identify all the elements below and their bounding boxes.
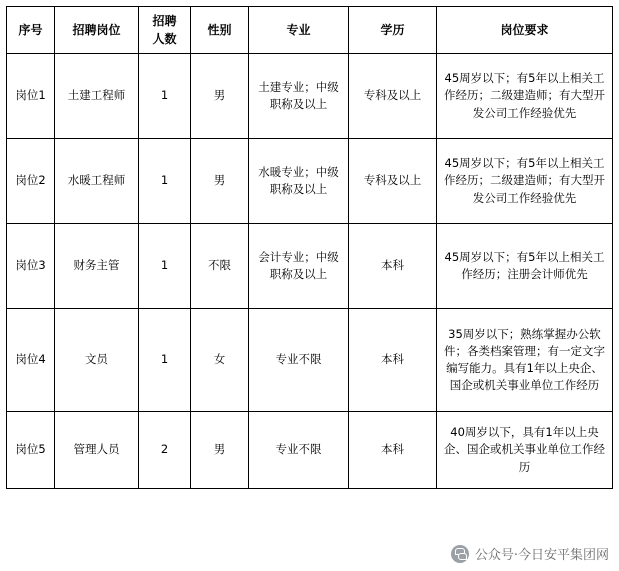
- cell-education: 本科: [349, 412, 437, 489]
- header-headcount-line2: 人数: [152, 32, 177, 46]
- watermark: [451, 544, 609, 563]
- header-education: 学历: [349, 7, 437, 54]
- cell-serial-number: 岗位5: [7, 412, 55, 489]
- cell-major: 专业不限: [249, 309, 349, 412]
- cell-requirements: 35周岁以下；熟练掌握办公软件；各类档案管理；有一定文字编写能力。具有1年以上央企、国企或机关事业单位工作经历: [437, 309, 613, 412]
- header-serial-number: 序号: [7, 7, 55, 54]
- cell-requirements: 40周岁以下，具有1年以上央企、国企或机关事业单位工作经历: [437, 412, 613, 489]
- header-gender: 性别: [191, 7, 249, 54]
- cell-post: 财务主管: [55, 224, 139, 309]
- cell-requirements: 45周岁以下；有5年以上相关工作经历；二级建造师；有大型开发公司工作经验优先: [437, 54, 613, 139]
- table-row: [7, 412, 613, 489]
- cell-headcount: 1: [139, 139, 191, 224]
- table-row: [7, 139, 613, 224]
- cell-headcount: 1: [139, 54, 191, 139]
- table-header-row: [7, 7, 613, 54]
- cell-post: 水暖工程师: [55, 139, 139, 224]
- cell-education: 专科及以上: [349, 54, 437, 139]
- cell-headcount: 1: [139, 224, 191, 309]
- header-requirements: 岗位要求: [437, 7, 613, 54]
- cell-gender: 男: [191, 54, 249, 139]
- cell-requirements: 45周岁以下；有5年以上相关工作经历；注册会计师优先: [437, 224, 613, 309]
- header-post: 招聘岗位: [55, 7, 139, 54]
- document-page: [0, 6, 619, 571]
- cell-major: 水暖专业；中级职称及以上: [249, 139, 349, 224]
- header-major: 专业: [249, 7, 349, 54]
- cell-gender: 男: [191, 139, 249, 224]
- header-headcount: [139, 7, 191, 54]
- cell-education: 专科及以上: [349, 139, 437, 224]
- cell-requirements: 45周岁以下；有5年以上相关工作经历；二级建造师；有大型开发公司工作经验优先: [437, 139, 613, 224]
- table-row: [7, 224, 613, 309]
- cell-education: 本科: [349, 309, 437, 412]
- cell-gender: 男: [191, 412, 249, 489]
- wechat-icon: [451, 545, 469, 563]
- table-row: [7, 54, 613, 139]
- cell-major: 专业不限: [249, 412, 349, 489]
- cell-post: 管理人员: [55, 412, 139, 489]
- cell-gender: 不限: [191, 224, 249, 309]
- cell-serial-number: 岗位4: [7, 309, 55, 412]
- header-headcount-line1: 招聘: [152, 14, 177, 28]
- cell-education: 本科: [349, 224, 437, 309]
- cell-headcount: 1: [139, 309, 191, 412]
- cell-serial-number: 岗位2: [7, 139, 55, 224]
- cell-post: 土建工程师: [55, 54, 139, 139]
- cell-headcount: 2: [139, 412, 191, 489]
- cell-major: 土建专业；中级职称及以上: [249, 54, 349, 139]
- cell-major: 会计专业；中级职称及以上: [249, 224, 349, 309]
- table-row: [7, 309, 613, 412]
- cell-post: 文员: [55, 309, 139, 412]
- recruitment-table: [6, 6, 613, 489]
- watermark-text: 公众号·今日安平集团网: [474, 548, 609, 563]
- cell-serial-number: 岗位3: [7, 224, 55, 309]
- cell-serial-number: 岗位1: [7, 54, 55, 139]
- cell-gender: 女: [191, 309, 249, 412]
